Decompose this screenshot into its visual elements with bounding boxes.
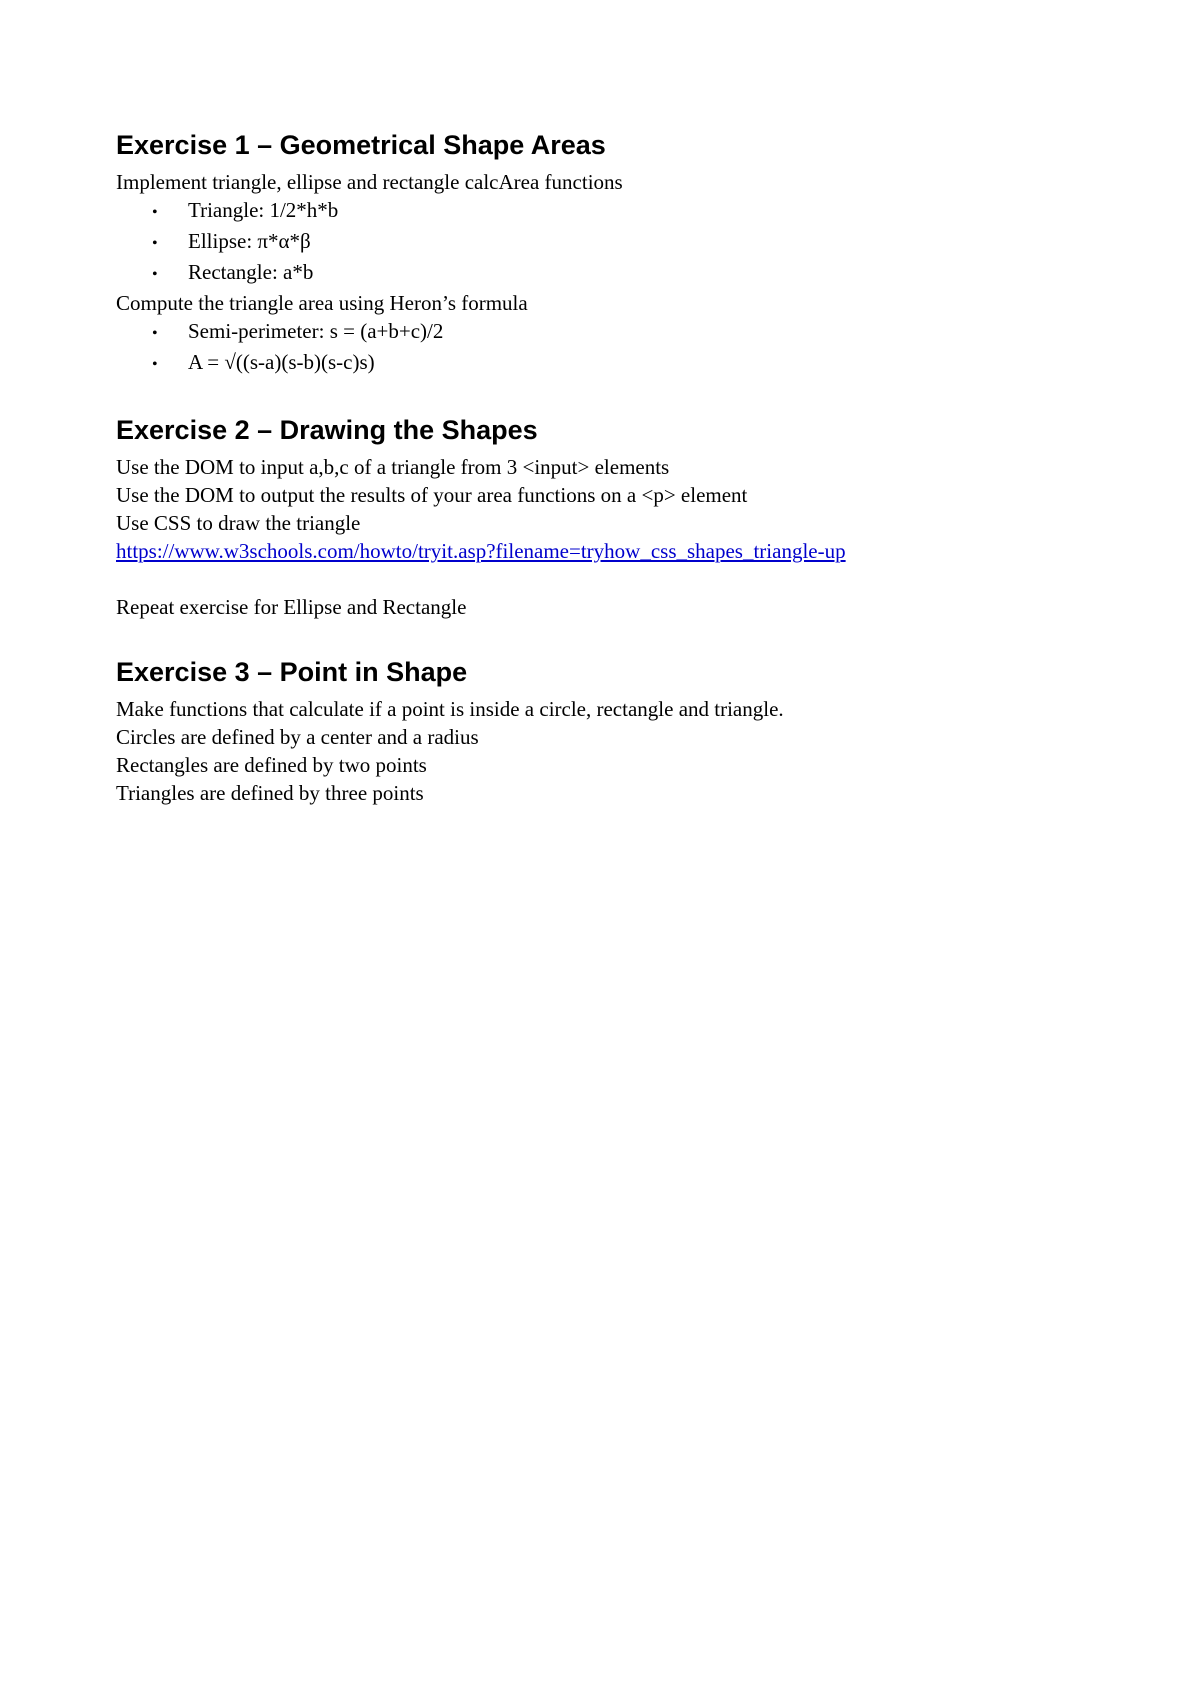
bullet-icon: •: [152, 204, 158, 221]
blank-line: [116, 565, 1076, 593]
link-paragraph: [116, 537, 1076, 565]
point-in-shape-intro: Make functions that calculate if a point is inside a circle, rectangle and triangle.: [116, 697, 784, 721]
exercise-1-intro: Implement triangle, ellipse and rectangle calcArea functions: [116, 170, 623, 194]
ellipse-formula: Ellipse: π*α*β: [188, 229, 311, 253]
heron-area-formula: A = √((s-a)(s-b)(s-c)s): [188, 350, 375, 374]
area-formula-list: [116, 196, 1076, 289]
css-draw-line: Use CSS to draw the triangle: [116, 511, 361, 535]
list-item: [116, 227, 1076, 258]
dom-output-line: Use the DOM to output the results of your area functions on a <p> element: [116, 483, 748, 507]
rectangle-formula: Rectangle: a*b: [188, 260, 314, 284]
w3schools-triangle-link[interactable]: https://www.w3schools.com/howto/tryit.asp?filename=tryhow_css_shapes_triangle-up: [116, 539, 846, 563]
rectangle-definition: Rectangles are defined by two points: [116, 753, 427, 777]
document-content: [116, 128, 1076, 807]
triangle-definition: Triangles are defined by three points: [116, 781, 424, 805]
heron-intro: Compute the triangle area using Heron’s formula: [116, 291, 528, 315]
section-gap: [116, 379, 1076, 413]
dom-input-line: Use the DOM to input a,b,c of a triangle from 3 <input> elements: [116, 455, 670, 479]
exercise-1-section: [116, 128, 1076, 379]
repeat-exercise-line: Repeat exercise for Ellipse and Rectangle: [116, 595, 467, 619]
bullet-icon: •: [152, 325, 158, 342]
list-item: [116, 317, 1076, 348]
bullet-icon: •: [152, 266, 158, 283]
list-item: [116, 348, 1076, 379]
triangle-formula: Triangle: 1/2*h*b: [188, 198, 339, 222]
list-item: [116, 196, 1076, 227]
semi-perimeter-formula: Semi-perimeter: s = (a+b+c)/2: [188, 319, 444, 343]
circle-definition: Circles are defined by a center and a radius: [116, 725, 479, 749]
heron-formula-list: [116, 317, 1076, 379]
exercise-1-title: Exercise 1 – Geometrical Shape Areas: [116, 130, 606, 160]
exercise-3-title: Exercise 3 – Point in Shape: [116, 657, 468, 687]
list-item: [116, 258, 1076, 289]
exercise-2-section: [116, 413, 1076, 621]
exercise-2-title: Exercise 2 – Drawing the Shapes: [116, 415, 538, 445]
section-gap: [116, 621, 1076, 655]
exercise-3-section: [116, 655, 1076, 807]
bullet-icon: •: [152, 356, 158, 373]
bullet-icon: •: [152, 235, 158, 252]
